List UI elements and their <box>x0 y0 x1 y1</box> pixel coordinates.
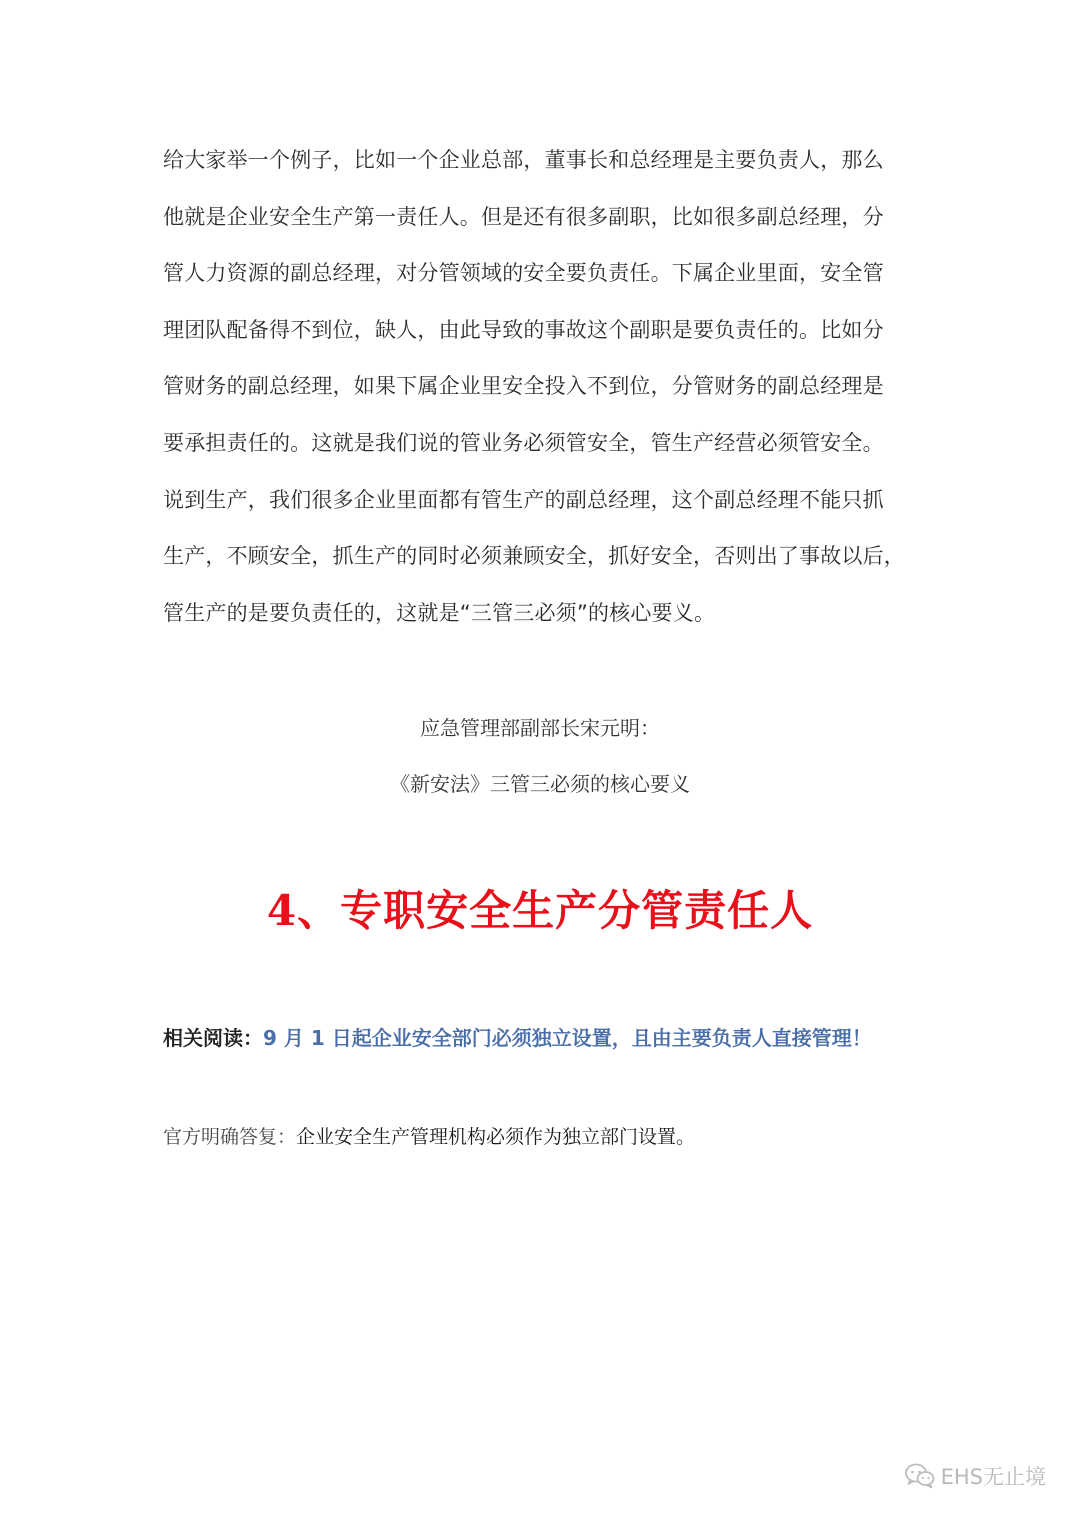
watermark-text: EHS无止境 <box>940 1465 1046 1489</box>
body-line: 给大家举一个例子，比如一个企业总部，董事长和总经理是主要负责人，那么 <box>163 148 884 172</box>
body-line: 管人力资源的副总经理，对分管领域的安全要负责任。下属企业里面，安全管 <box>163 261 884 286</box>
caption-title: 《新安法》三管三必须的核心要义 <box>390 772 690 796</box>
body-line: 理团队配备得不到位，缺人，由此导致的事故这个副职是要负责任的。比如分 <box>163 317 884 342</box>
related-reading-label: 相关阅读： <box>163 1026 263 1050</box>
official-answer-label: 官方明确答复： <box>163 1126 297 1148</box>
related-reading <box>163 1022 872 1051</box>
watermark <box>905 1461 1046 1491</box>
body-line: 管财务的副总经理，如果下属企业里安全投入不到位，分管财务的副总经理是 <box>163 374 884 399</box>
section-heading: 4、专职安全生产分管责任人 <box>266 886 814 935</box>
body-line: 要承担责任的。这就是我们说的管业务必须管安全，管生产经营必须管安全。 <box>163 430 884 455</box>
body-line: 管生产的是要负责任的，这就是“三管三必须”的核心要义。 <box>163 600 716 625</box>
body-line: 生产，不顾安全，抓生产的同时必须兼顾安全，抓好安全，否则出了事故以后， <box>163 544 905 569</box>
body-paragraph <box>163 132 923 641</box>
body-line: 他就是企业安全生产第一责任人。但是还有很多副职，比如很多副总经理，分 <box>163 204 884 229</box>
wechat-icon <box>905 1463 935 1489</box>
caption-speaker: 应急管理部副部长宋元明： <box>420 716 660 740</box>
official-answer-text: 企业安全生产管理机构必须作为独立部门设置。 <box>296 1126 696 1148</box>
related-reading-link[interactable]: 9 月 1 日起企业安全部门必须独立设置，且由主要负责人直接管理！ <box>263 1026 872 1050</box>
body-line: 说到生产，我们很多企业里面都有管生产的副总经理，这个副总经理不能只抓 <box>163 487 884 512</box>
official-answer <box>163 1122 695 1149</box>
